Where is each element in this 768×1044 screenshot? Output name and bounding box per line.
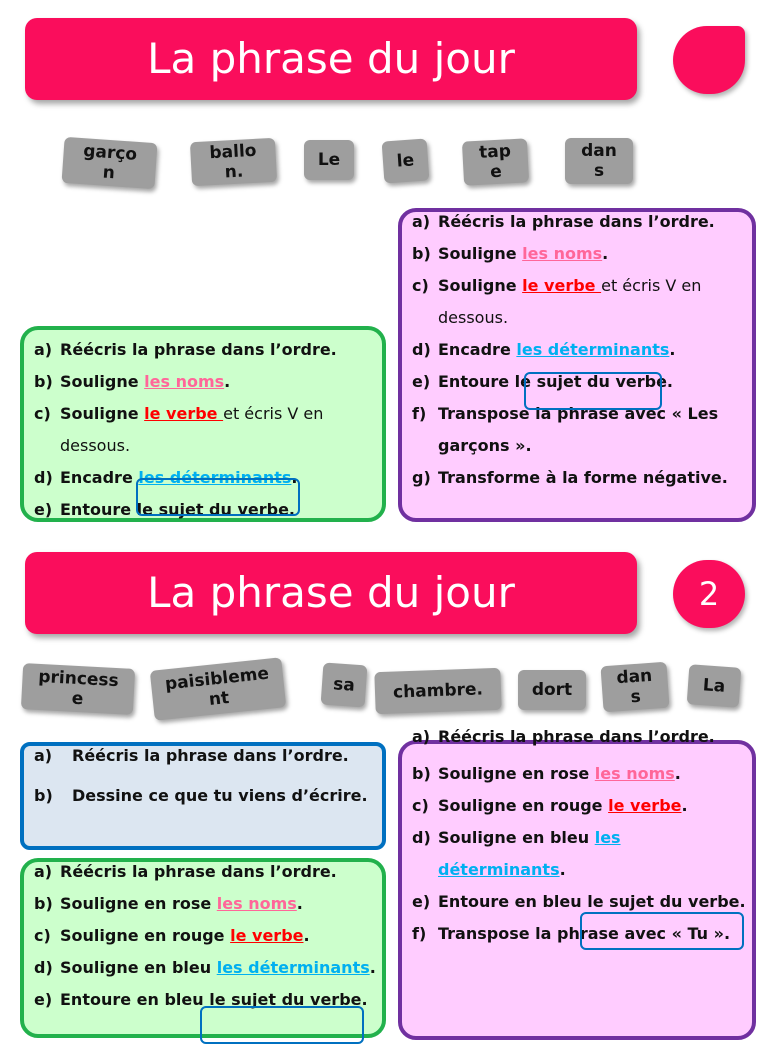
subject-frame <box>580 912 744 950</box>
word-card[interactable]: La <box>687 664 742 708</box>
day-badge: 2 <box>673 560 745 628</box>
word-card[interactable]: sa <box>321 663 368 708</box>
instruction-b: b) Dessine ce que tu viens d’écrire. <box>34 786 368 805</box>
word-card[interactable]: chambre. <box>374 668 501 714</box>
instruction-a: a) Réécris la phrase dans l’ordre. <box>412 727 715 746</box>
instruction-e: e) Entoure en bleu le sujet du verbe. <box>34 990 368 1009</box>
instruction-a: a) Réécris la phrase dans l’ordre. <box>34 340 337 359</box>
instruction-g: g) Transforme à la forme négative. <box>412 468 728 487</box>
determinant-frame <box>524 372 662 410</box>
instruction-c: c) Souligne en rouge le verbe. <box>34 926 310 945</box>
instruction-e: e) Entoure le sujet du verbe. <box>34 500 296 519</box>
word-card[interactable]: princess e <box>21 663 135 715</box>
instruction-f: f) Transpose la phrase avec « Les garçons ». <box>412 404 719 455</box>
word-card[interactable]: dort <box>518 670 586 710</box>
instructions-box-purple <box>398 727 756 1040</box>
determinant-frame <box>136 478 300 516</box>
instruction-d: d) Souligne en bleu les déterminants. <box>34 958 376 977</box>
instruction-e: e) Entoure le sujet du verbe. <box>412 372 674 391</box>
word-card[interactable]: tap e <box>462 138 529 185</box>
word-card[interactable]: paisibleme nt <box>150 657 287 721</box>
word-card[interactable]: ballo n. <box>190 138 277 186</box>
page-title: La phrase du jour <box>25 552 637 634</box>
word-card[interactable]: dan s <box>600 662 669 712</box>
instruction-c: c) Souligne le verbe et écris V en dessous. <box>34 404 324 455</box>
instruction-a: a) Réécris la phrase dans l’ordre. <box>34 862 337 881</box>
subject-frame <box>200 1006 364 1044</box>
word-card[interactable]: Le <box>304 140 354 180</box>
word-card[interactable]: garço n <box>62 137 158 189</box>
instructions-box-purple <box>398 208 756 522</box>
instructions-box-blue <box>20 742 386 850</box>
instruction-c: c) Souligne en rouge le verbe. <box>412 796 688 815</box>
instruction-d: d) Encadre les déterminants. <box>412 340 676 359</box>
instruction-d: d) Encadre les déterminants. <box>34 468 298 487</box>
page-title: La phrase du jour <box>25 18 637 100</box>
instruction-b: b) Souligne les noms. <box>412 244 609 263</box>
instruction-a: a) Réécris la phrase dans l’ordre. <box>412 212 715 231</box>
instruction-b: b) Souligne en rose les noms. <box>34 894 303 913</box>
day-badge <box>673 26 745 94</box>
word-card[interactable]: dan s <box>565 138 633 184</box>
instruction-c: c) Souligne le verbe et écris V en dessous. <box>412 276 702 327</box>
instruction-a: a) Réécris la phrase dans l’ordre. <box>34 746 349 765</box>
instruction-e: e) Entoure en bleu le sujet du verbe. <box>412 892 746 911</box>
instruction-f: f) Transpose la phrase avec « Tu ». <box>412 924 731 943</box>
instruction-b: b) Souligne en rose les noms. <box>412 764 681 783</box>
instruction-d: d) Souligne en bleu les déterminants. <box>412 828 621 879</box>
word-card[interactable]: le <box>382 138 430 183</box>
instruction-b: b) Souligne les noms. <box>34 372 231 391</box>
